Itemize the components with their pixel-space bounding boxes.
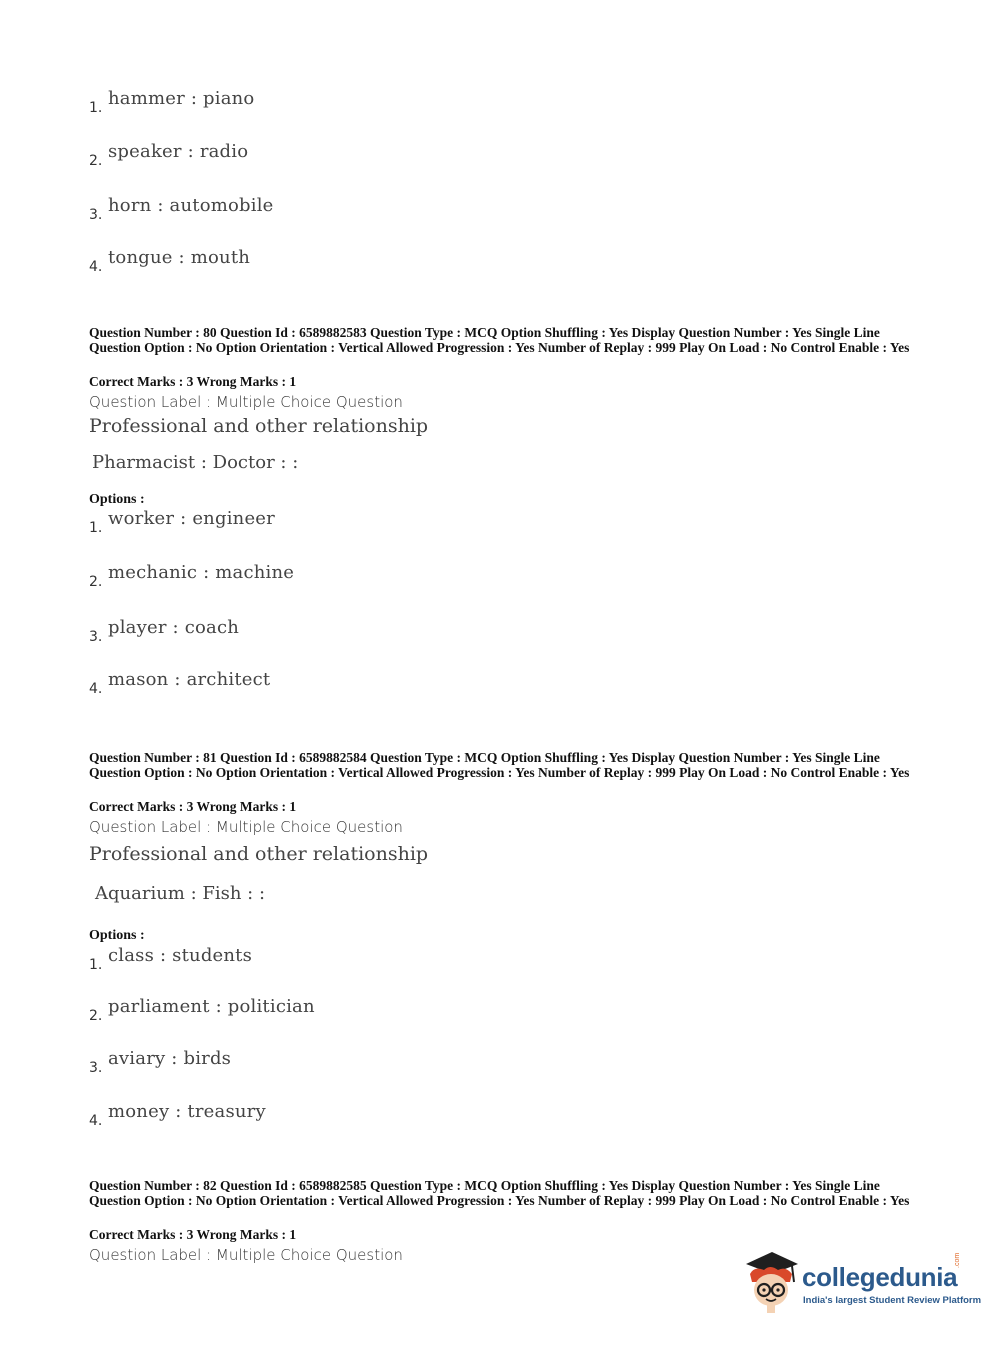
collegedunia-logo <box>740 1248 982 1318</box>
option-number: 1. <box>89 520 103 536</box>
question-stem: Pharmacist : Doctor : : <box>92 452 299 473</box>
options-label: Options : <box>89 492 145 507</box>
question-marks: Correct Marks : 3 Wrong Marks : 1 <box>89 799 297 814</box>
option-number: 4. <box>89 1113 103 1129</box>
option-text: speaker : radio <box>108 141 249 162</box>
question-marks: Correct Marks : 3 Wrong Marks : 1 <box>89 1227 297 1242</box>
question-meta: Question Number : 81 Question Id : 6589882584 Question Type : MCQ Option Shuffling : Yes Display Question Number : Yes Single Line Question Option : No Option Orientation : Vertical Allowed Progression : Yes Number of Replay : 999 Play On Load : No Control Enable : Yes <box>89 750 910 780</box>
option-text: player : coach <box>108 617 240 638</box>
option-number: 3. <box>89 1060 103 1076</box>
option-number: 1. <box>89 100 103 116</box>
option-text: worker : engineer <box>108 508 275 529</box>
question-label: Question Label : Multiple Choice Question <box>89 1246 403 1264</box>
option-number: 3. <box>89 629 103 645</box>
question-title: Professional and other relationship <box>89 415 429 437</box>
option-number: 2. <box>89 574 103 590</box>
brand-name: collegedunia <box>802 1262 958 1292</box>
option-number: 2. <box>89 1008 103 1024</box>
brand-tagline: India's largest Student Review Platform <box>803 1295 982 1306</box>
option-number: 3. <box>89 207 103 223</box>
option-text: mason : architect <box>108 669 271 690</box>
option-number: 1. <box>89 957 103 973</box>
option-number: 4. <box>89 259 103 275</box>
option-text: money : treasury <box>108 1101 266 1122</box>
brand-domain: .com <box>954 1252 961 1268</box>
question-meta: Question Number : 82 Question Id : 6589882585 Question Type : MCQ Option Shuffling : Yes Display Question Number : Yes Single Line Question Option : No Option Orientation : Vertical Allowed Progression : Yes Number of Replay : 999 Play On Load : No Control Enable : Yes <box>89 1178 910 1208</box>
question-label: Question Label : Multiple Choice Question <box>89 818 403 836</box>
options-label: Options : <box>89 928 145 943</box>
option-text: aviary : birds <box>108 1048 232 1069</box>
question-stem: Aquarium : Fish : : <box>95 883 266 904</box>
option-text: mechanic : machine <box>108 562 295 583</box>
option-text: class : students <box>108 945 253 966</box>
option-number: 4. <box>89 681 103 697</box>
option-text: horn : automobile <box>108 195 274 216</box>
option-number: 2. <box>89 153 103 169</box>
option-text: tongue : mouth <box>108 247 251 268</box>
question-marks: Correct Marks : 3 Wrong Marks : 1 <box>89 374 297 389</box>
option-text: parliament : politician <box>108 996 315 1017</box>
question-title: Professional and other relationship <box>89 843 429 865</box>
question-label: Question Label : Multiple Choice Question <box>89 393 403 411</box>
question-meta: Question Number : 80 Question Id : 6589882583 Question Type : MCQ Option Shuffling : Yes Display Question Number : Yes Single Line Question Option : No Option Orientation : Vertical Allowed Progression : Yes Number of Replay : 999 Play On Load : No Control Enable : Yes <box>89 325 910 355</box>
mascot-icon <box>740 1248 802 1318</box>
option-text: hammer : piano <box>108 88 255 109</box>
